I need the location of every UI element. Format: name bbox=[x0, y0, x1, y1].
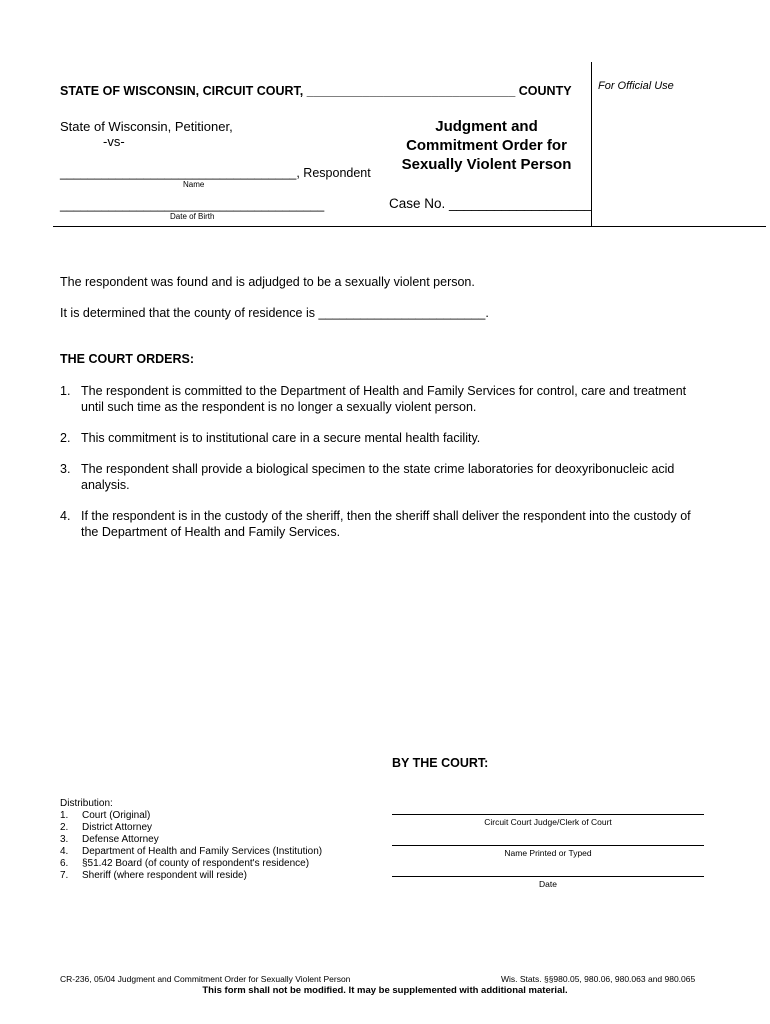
by-the-court-label: BY THE COURT: bbox=[392, 756, 489, 770]
order-text: If the respondent is in the custody of the sheriff, then the sheriff shall deliver the respondent into the custody of the Department of Health and Family Services. bbox=[81, 509, 691, 539]
distribution-text: District Attorney bbox=[82, 822, 153, 833]
distribution-number: 7. bbox=[60, 870, 69, 881]
distribution-list bbox=[60, 798, 322, 882]
distribution-text: Defense Attorney bbox=[82, 834, 159, 845]
form-title bbox=[390, 117, 583, 174]
distribution-number: 2. bbox=[60, 822, 69, 833]
form-identifier: CR-236, 05/04 Judgment and Commitment Order for Sexually Violent Person bbox=[60, 974, 351, 984]
order-number: 3. bbox=[60, 462, 71, 476]
distribution-number: 4. bbox=[60, 846, 69, 857]
judge-signature-line[interactable] bbox=[392, 814, 704, 815]
order-item bbox=[60, 461, 710, 493]
distribution-number: 1. bbox=[60, 810, 69, 821]
modification-notice: This form shall not be modified. It may be supplemented with additional material. bbox=[202, 985, 568, 996]
distribution-item bbox=[60, 810, 322, 822]
court-county-line: STATE OF WISCONSIN, CIRCUIT COURT, ______________________________ COUNTY bbox=[60, 84, 572, 98]
distribution-number: 6. bbox=[60, 858, 69, 869]
form-title-line-2: Commitment Order for bbox=[406, 137, 567, 154]
form-title-line-1: Judgment and bbox=[435, 118, 538, 135]
distribution-text: Department of Health and Family Services (Institution) bbox=[82, 846, 323, 857]
versus-label: -vs- bbox=[103, 134, 125, 149]
date-of-birth-field[interactable]: ______________________________________ bbox=[60, 198, 325, 212]
signature-date-caption: Date bbox=[539, 879, 557, 889]
printed-name-caption: Name Printed or Typed bbox=[504, 848, 592, 858]
printed-name-line[interactable] bbox=[392, 845, 704, 846]
respondent-name-caption: Name bbox=[183, 180, 205, 189]
orders-heading: THE COURT ORDERS: bbox=[60, 352, 195, 366]
official-use-label: For Official Use bbox=[598, 80, 674, 92]
petitioner-label: State of Wisconsin, Petitioner, bbox=[60, 119, 233, 134]
distribution-item bbox=[60, 858, 322, 870]
distribution-number: 3. bbox=[60, 834, 69, 845]
distribution-item bbox=[60, 834, 322, 846]
respondent-name-field[interactable]: __________________________________, Respondent bbox=[60, 166, 371, 180]
statute-reference: Wis. Stats. §§980.05, 980.06, 980.063 and 980.065 bbox=[501, 974, 696, 984]
order-item bbox=[60, 430, 710, 446]
order-number: 2. bbox=[60, 431, 71, 445]
order-text: This commitment is to institutional care in a secure mental health facility. bbox=[81, 431, 481, 445]
order-item bbox=[60, 383, 710, 415]
order-number: 4. bbox=[60, 509, 71, 523]
caption-bottom-rule bbox=[53, 226, 766, 227]
distribution-heading: Distribution: bbox=[60, 798, 113, 809]
form-title-line-3: Sexually Violent Person bbox=[401, 156, 572, 173]
judge-signature-caption: Circuit Court Judge/Clerk of Court bbox=[484, 817, 612, 827]
case-number-field[interactable]: Case No. ___________________ bbox=[389, 196, 592, 211]
orders-list bbox=[60, 383, 710, 555]
distribution-text: Court (Original) bbox=[82, 810, 151, 821]
order-text: The respondent is committed to the Department of Health and Family Services for control, care and treatment until such time as the respondent is no longer a sexually violent person. bbox=[81, 384, 687, 414]
distribution-text: Sheriff (where respondent will reside) bbox=[82, 870, 247, 881]
distribution-item bbox=[60, 846, 322, 858]
order-text: The respondent shall provide a biological specimen to the state crime laboratories for deoxyribonucleic acid analysis. bbox=[81, 462, 675, 492]
order-number: 1. bbox=[60, 384, 71, 398]
county-residence-field[interactable]: It is determined that the county of residence is ________________________. bbox=[60, 306, 489, 320]
order-item bbox=[60, 508, 710, 540]
signature-date-line[interactable] bbox=[392, 876, 704, 877]
distribution-item bbox=[60, 822, 322, 834]
finding-statement: The respondent was found and is adjudged to be a sexually violent person. bbox=[60, 275, 475, 289]
distribution-text: §51.42 Board (of county of respondent's residence) bbox=[82, 858, 310, 869]
date-of-birth-caption: Date of Birth bbox=[170, 212, 215, 221]
distribution-item bbox=[60, 870, 322, 882]
